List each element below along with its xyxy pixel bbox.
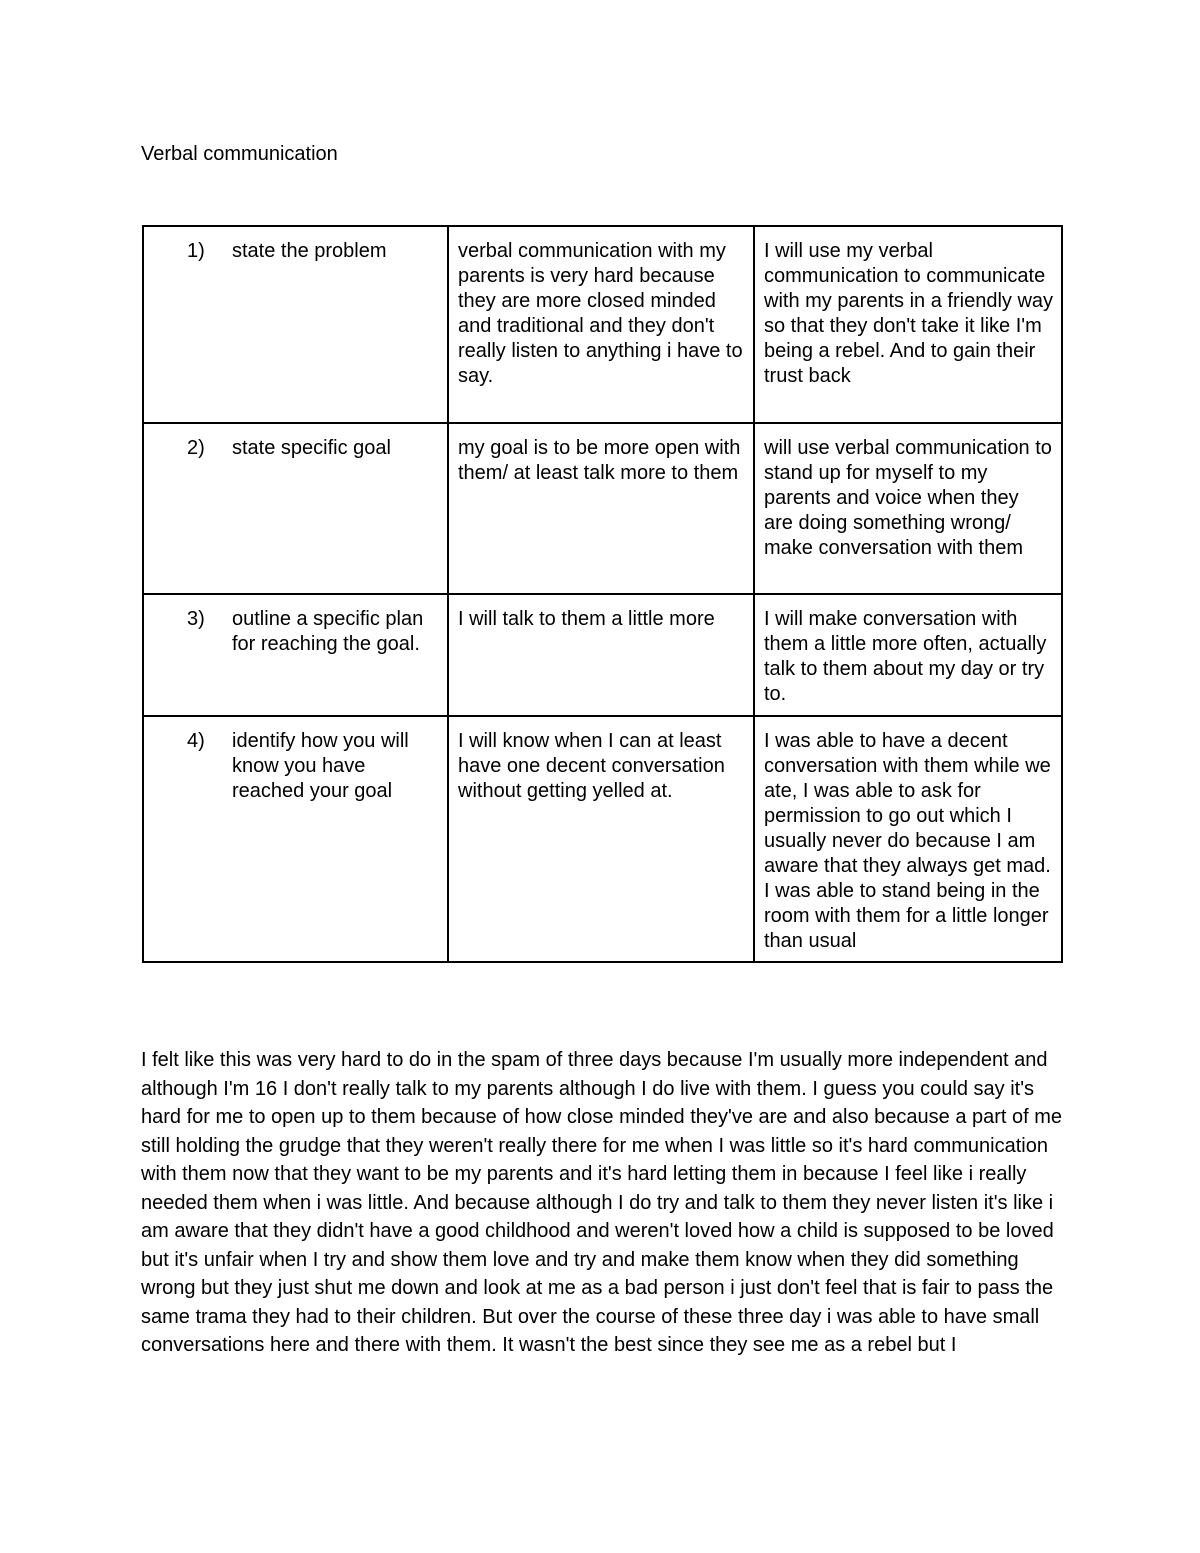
goal-cell: I will know when I can at least have one decent conversation without getting yelled at. bbox=[448, 716, 754, 962]
step-cell bbox=[143, 226, 448, 423]
table-row bbox=[143, 716, 1062, 962]
table-row bbox=[143, 594, 1062, 716]
goal-cell: I will talk to them a little more bbox=[448, 594, 754, 716]
plan-cell: I was able to have a decent conversation with them while we ate, I was able to ask for permission to go out which I usually never do because I am aware that they always get mad. I was able to stand being in the room with them for a little longer than usual bbox=[754, 716, 1062, 962]
reflection-paragraph: I felt like this was very hard to do in the spam of three days because I'm usually more independent and although I'm 16 I don't really talk to my parents although I do live with them. I guess you could say it's hard for me to open up to them because of how close minded they've are and also because a part of me still holding the grudge that they weren't really there for me when I was little so it's hard communication with them now that they want to be my parents and it's hard letting them in because I feel like i really needed them when i was little. And because although I do try and talk to them they never listen it's like i am aware that they didn't have a good childhood and weren't loved how a child is supposed to be loved but it's unfair when I try and show them love and try and make them know when they did something wrong but they just shut me down and look at me as a bad person i just don't feel that is fair to pass the same trama they had to their children. But over the course of these three day i was able to have small conversations here and there with them. It wasn't the best since they see me as a rebel but I bbox=[141, 1049, 1063, 1356]
step-number: 3) bbox=[187, 608, 205, 630]
step-cell bbox=[143, 423, 448, 594]
step-label: outline a specific plan for reaching the goal. bbox=[232, 608, 424, 655]
step-label: state specific goal bbox=[232, 437, 391, 459]
step-cell bbox=[143, 594, 448, 716]
step-label: state the problem bbox=[232, 240, 387, 262]
page-title: Verbal communication bbox=[141, 143, 338, 165]
plan-cell: I will make conversation with them a little more often, actually talk to them about my day or try to. bbox=[754, 594, 1062, 716]
goal-cell: verbal communication with my parents is very hard because they are more closed minded and traditional and they don't really listen to anything i have to say. bbox=[448, 226, 754, 423]
table-row bbox=[143, 423, 1062, 594]
step-number: 2) bbox=[187, 437, 205, 459]
goal-cell: my goal is to be more open with them/ at least talk more to them bbox=[448, 423, 754, 594]
plan-table bbox=[142, 225, 1063, 963]
step-number: 4) bbox=[187, 730, 205, 752]
step-cell bbox=[143, 716, 448, 962]
table-row bbox=[143, 226, 1062, 423]
step-number: 1) bbox=[187, 240, 205, 262]
plan-cell: I will use my verbal communication to communicate with my parents in a friendly way so that they don't take it like I'm being a rebel. And to gain their trust back bbox=[754, 226, 1062, 423]
step-label: identify how you will know you have reached your goal bbox=[232, 730, 409, 802]
plan-cell: will use verbal communication to stand up for myself to my parents and voice when they are doing something wrong/ make conversation with them bbox=[754, 423, 1062, 594]
